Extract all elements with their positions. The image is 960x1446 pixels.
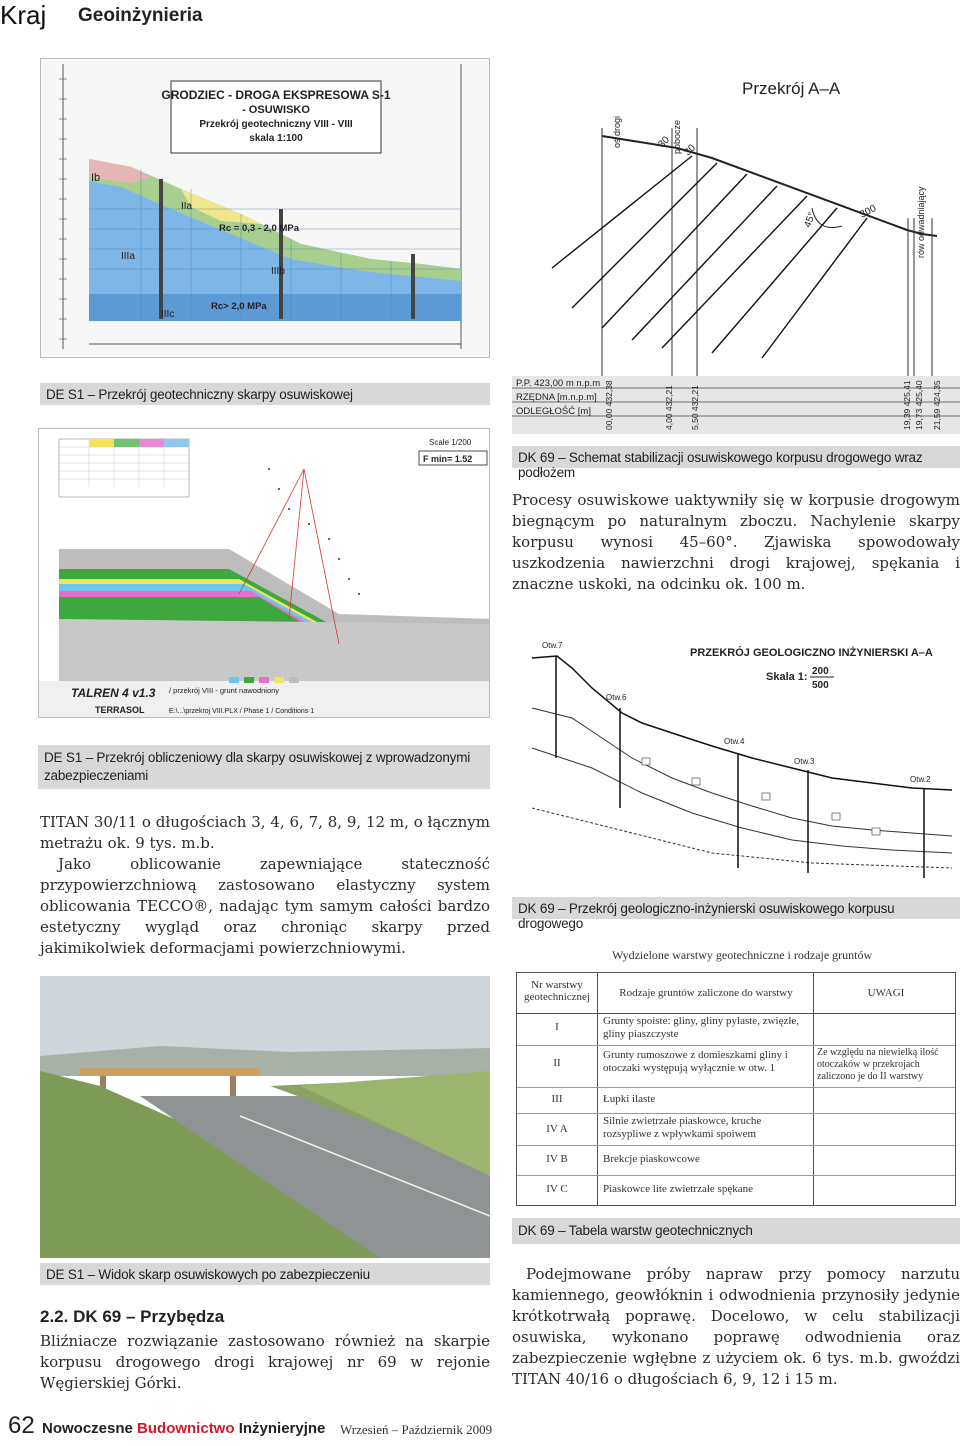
fig2-value: 4,00 432,21 xyxy=(664,385,674,430)
table-header: Nr warstwy geotechnicznej xyxy=(524,979,590,1003)
fig2-label-row: rów odwadniający xyxy=(916,186,926,258)
table-cell: IV B xyxy=(546,1153,568,1165)
fig1-title-line2: - OSUWISKO xyxy=(242,104,310,116)
fig1-title-line3: Przekrój geotechniczny VIII - VIII xyxy=(199,119,353,130)
photo-caption: DE S1 – Widok skarp osuwiskowych po zabezpieczeniu xyxy=(40,1263,490,1285)
fig3-file: / przekrój VIII - grunt nawodniony xyxy=(169,686,280,695)
fig3-caption: DE S1 – Przekrój obliczeniowy dla skarpy osuwiskowej z wprowadzonymi zabezpieczeniami xyxy=(38,745,490,789)
fig2-value: 5,50 432,21 xyxy=(690,385,700,430)
fig4-well: Otw.7 xyxy=(542,641,563,650)
issue-date: Wrzesień – Październik 2009 xyxy=(340,1422,493,1437)
fig1-title-line1: GRODZIEC - DROGA EKSPRESOWA S-1 xyxy=(161,88,391,102)
table-title: Wydzielone warstwy geotechniczne i rodzaje gruntów xyxy=(612,948,873,962)
fig1-label-iiia: IIIa xyxy=(121,251,135,262)
fig4-scale-num: 200 xyxy=(812,666,829,677)
magazine-title xyxy=(42,1420,325,1437)
page-number: 62 xyxy=(8,1412,35,1439)
magazine-word-2: Budownictwo xyxy=(137,1420,235,1437)
table-cell: Łupki ilaste xyxy=(603,1093,656,1105)
table-header: Rodzaje gruntów zaliczone do warstwy xyxy=(619,987,793,999)
paragraph-3: Jako oblicowanie zapewniające stateczność przypowierzchniową zastosowano elastyczny system oblicowania TECCO®, nadając tym samym całości bardzo estetyczny wygląd oraz chroniąc skarpy przed jakimikolwiek deformacjami powierzchniowymi. xyxy=(40,855,490,957)
fig3-fmin: F min= 1.52 xyxy=(423,454,473,464)
fig1-label-rc1: Rc = 0,3 - 2,0 MPa xyxy=(219,223,299,234)
magazine-word-3: Inżynieryjne xyxy=(238,1420,326,1437)
table-cell: III xyxy=(551,1093,563,1105)
paragraph-4: Bliźniacze rozwiązanie zastosowano również na skarpie korpusu drogowego drogi krajowej nr 69 w rejonie Węgierskiej Górki. xyxy=(40,1332,490,1392)
table-cell: IV A xyxy=(546,1123,568,1135)
fig2-caption: DK 69 – Schemat stabilizacji osuwiskowego korpusu drogowego wraz podłożem xyxy=(512,446,960,468)
table-header: UWAGI xyxy=(867,987,905,999)
fig1-label-iia: IIa xyxy=(181,201,193,212)
fig2-dim-angle: 45° xyxy=(802,211,818,230)
fig2-value: 00,00 432,38 xyxy=(604,380,614,430)
fig4-caption: DK 69 – Przekrój geologiczno-inżynierski osuwiskowego korpusu drogowego xyxy=(512,897,960,919)
paragraph-2: TITAN 30/11 o długościach 3, 4, 6, 7, 8, 9, 12 m, o łącznym metrażu ok. 9 tys. m.b. xyxy=(40,813,490,852)
fig1-title-line4: skala 1:100 xyxy=(249,133,303,144)
fig2-value: 19,73 425,40 xyxy=(914,380,924,430)
fig2-label-pobocze: pobocze xyxy=(672,119,682,154)
fig4-title: PRZEKRÓJ GEOLOGICZNO INŻYNIERSKI A–A xyxy=(690,647,933,659)
photo-slopes xyxy=(40,976,490,1258)
header-kraj: Kraj xyxy=(0,0,47,30)
figure-geological-section xyxy=(512,628,960,890)
geotech-layers-table xyxy=(512,944,960,1208)
table-cell: IV C xyxy=(546,1183,568,1195)
figure-talren-calculation xyxy=(38,428,490,718)
fig2-title: Przekrój A–A xyxy=(742,79,841,98)
table-cell: II xyxy=(553,1057,561,1069)
fig1-label-rc2: Rc> 2,0 MPa xyxy=(211,301,267,312)
table-caption: DK 69 – Tabela warstw geotechnicznych xyxy=(512,1218,960,1244)
figure-geotech-section xyxy=(40,58,490,358)
table-cell: Ze względu na niewielką ilość otoczaków w przekrojach zaliczono je do II warstwy xyxy=(817,1047,939,1082)
table-cell: Silnie zwietrzałe piaskowce, kruche rozsypliwe z wpływkami spoiwem xyxy=(603,1115,762,1140)
fig3-brand: TERRASOL xyxy=(95,705,145,715)
fig3-scale: Scale 1/200 xyxy=(429,438,472,447)
fig2-label-os-drogi: oś drogi xyxy=(612,115,622,148)
fig2-value: 19,39 425,41 xyxy=(902,380,912,430)
fig4-well: Otw.6 xyxy=(606,693,627,702)
fig2-dim-c: 300 xyxy=(858,203,879,221)
fig2-table-row3: ODLEGŁOŚĆ [m] xyxy=(516,406,591,417)
fig4-well: Otw.2 xyxy=(910,775,931,784)
fig2-dim-a: 30 xyxy=(656,134,672,151)
fig4-scale-den: 500 xyxy=(812,680,829,691)
fig4-well: Otw.3 xyxy=(794,757,815,766)
table-cell: Brekcje piaskowcowe xyxy=(603,1153,700,1165)
magazine-word-1: Nowoczesne xyxy=(42,1420,133,1437)
fig4-scale-label: Skala 1: xyxy=(766,671,808,683)
fig3-phase: E:\...\przekroj VIII.PLX / Phase 1 / Conditions 1 xyxy=(169,708,315,715)
fig1-label-iiic: IIIc xyxy=(161,309,175,320)
paragraph-1: Procesy osuwiskowe uaktywniły się w korpusie drogowym biegnącym po naturalnym zboczu. Nachylenie skarpy korpusu wynosi 45–60°. Zjawiska spowodowały uszkodzenia nawierzchni drogi krajowej, spękania i znaczne uskoki, na odcinku ok. 100 m. xyxy=(512,491,960,593)
header-section: Geoinżynieria xyxy=(78,5,203,26)
table-cell: Piaskowce lite zwietrzałe spękane xyxy=(603,1183,753,1195)
figure-przekroj-aa xyxy=(512,58,960,434)
fig1-label-ib: Ib xyxy=(91,172,101,184)
fig1-label-iiib: IIIb xyxy=(271,266,285,277)
section-heading: 2.2. DK 69 – Przybędza xyxy=(40,1307,225,1326)
fig2-value: 21,59 424,35 xyxy=(932,380,942,430)
paragraph-5: Podejmowane próby napraw przy pomocy narzutu kamiennego, geowłóknin i odwodnienia przynosiły jedynie krótkotrwałą poprawę. Docelowo, w celu stabilizacji osuwiska, wykonano poprawę odwodnienia oraz zabezpieczenie wgłębne z użyciem ok. 6 tys. m.b. gwoździ TITAN 40/16 o długościach 6, 9, 12 i 15 m. xyxy=(512,1265,960,1388)
table-cell: I xyxy=(555,1021,559,1033)
table-cell: Grunty rumoszowe z domieszkami gliny i otoczaki występują wyłącznie w otw. 1 xyxy=(603,1049,788,1074)
fig2-table-row2: RZĘDNA [m.n.p.m] xyxy=(516,392,597,403)
fig1-caption: DE S1 – Przekrój geotechniczny skarpy osuwiskowej xyxy=(40,383,490,405)
fig2-table-row1: P.P. 423,00 m n.p.m xyxy=(516,378,601,389)
fig2-dim-b: 30 xyxy=(682,142,698,159)
fig3-software: TALREN 4 v1.3 xyxy=(71,686,156,700)
fig4-well: Otw.4 xyxy=(724,737,745,746)
table-cell: Grunty spoiste: gliny, gliny pylaste, zwięzłe, gliny piaszczyste xyxy=(603,1015,800,1040)
